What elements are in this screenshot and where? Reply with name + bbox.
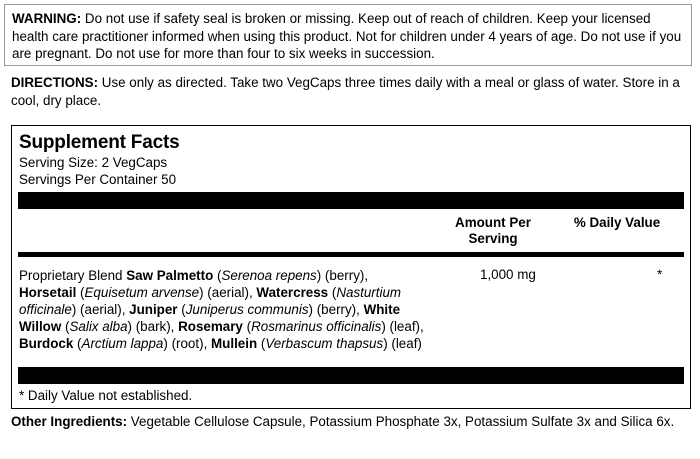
ingredient-item: Burdock (Arctium lappa) (root), [19, 336, 212, 351]
ingredient-latin-name: Verbascum thapsus [265, 336, 384, 351]
warning-text: Do not use if safety seal is broken or missing. Keep out of reach of children. Keep your licensed health care practitioner informed when using this product. Not for children under 4 years of age. Do not use if you are pregnant. Do not use for more than four to six weeks in succession. [12, 11, 682, 61]
ingredient-item: Horsetail (Equisetum arvense) (aerial), [19, 285, 257, 300]
servings-per-container: Servings Per Container 50 [19, 172, 177, 187]
ingredient-latin-name: Equisetum arvense [84, 285, 200, 300]
daily-value-footnote: * Daily Value not established. [19, 388, 193, 403]
ingredient-name: Mullein [211, 336, 258, 351]
blend-amount: 1,000 mg [480, 267, 536, 282]
other-ingredients-label: Other Ingredients: [11, 414, 128, 429]
blend-prefix: Proprietary Blend [19, 268, 127, 283]
ingredient-item: Rosemary (Rosmarinus officinalis) (leaf), [178, 319, 424, 334]
warning-box [4, 4, 692, 66]
other-ingredients-text: Vegetable Cellulose Capsule, Potassium Phosphate 3x, Potassium Sulfate 3x and Silica 6x. [127, 414, 675, 429]
ingredient-item: Watercress (Nasturtium officinale) (aerial), [19, 285, 402, 317]
amount-per-serving-header: Amount Per Serving [455, 215, 531, 246]
facts-divider-medium [18, 252, 684, 257]
ingredient-item: White Willow (Salix alba) (bark), [19, 302, 401, 334]
proprietary-blend [19, 267, 424, 352]
facts-title: Supplement Facts [19, 132, 180, 153]
directions [11, 74, 691, 109]
ingredient-latin-name: Salix alba [69, 319, 128, 334]
directions-text: Use only as directed. Take two VegCaps three times daily with a meal or glass of water. Store in a cool, dry place. [11, 75, 680, 108]
ingredient-latin-name: Juniperus communis [185, 302, 309, 317]
ingredient-latin-name: Rosmarinus officinalis [251, 319, 382, 334]
facts-divider-thick [18, 192, 684, 209]
ingredient-name: Watercress [256, 285, 329, 300]
ingredient-item: Mullein (Verbascum thapsus) (leaf) [211, 336, 422, 351]
ingredient-name: Rosemary [178, 319, 243, 334]
ingredient-latin-name: Nasturtium officinale [19, 285, 402, 317]
ingredient-item: Juniper (Juniperus communis) (berry), [129, 302, 364, 317]
facts-divider-bottom [18, 367, 684, 384]
warning-label: WARNING: [12, 11, 82, 26]
ingredient-latin-name: Arctium lappa [81, 336, 164, 351]
ingredient-name: Saw Palmetto [126, 268, 214, 283]
supplement-facts-panel [11, 125, 691, 409]
ingredient-name: Horsetail [19, 285, 77, 300]
blend-daily-value: * [657, 267, 663, 282]
serving-size: Serving Size: 2 VegCaps [19, 155, 168, 170]
other-ingredients [11, 413, 691, 430]
ingredient-item: Saw Palmetto (Serenoa repens) (berry), [126, 268, 369, 283]
ingredient-latin-name: Serenoa repens [221, 268, 317, 283]
daily-value-header: % Daily Value [573, 215, 661, 230]
ingredient-name: Burdock [19, 336, 74, 351]
ingredient-name: White Willow [19, 302, 401, 334]
directions-label: DIRECTIONS: [11, 75, 99, 90]
ingredient-name: Juniper [129, 302, 178, 317]
